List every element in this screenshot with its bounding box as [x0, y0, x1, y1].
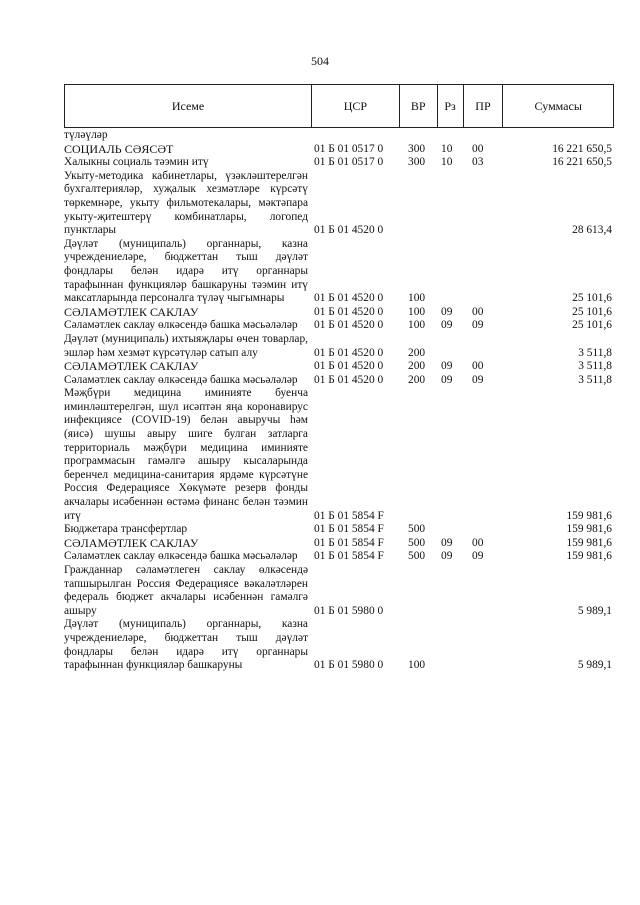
cell-csr: 01 Б 01 5854 F	[314, 509, 384, 522]
table-row	[64, 306, 614, 320]
cell-name: СӘЛАМӘТЛЕК САКЛАУ	[64, 304, 199, 319]
cell-pr: 00	[472, 536, 484, 549]
cell-sum: 3 511,8	[578, 360, 612, 373]
table-row	[64, 238, 614, 306]
table-row	[64, 156, 614, 170]
cell-vr: 500	[408, 523, 426, 536]
header-name: Исеме	[65, 85, 312, 127]
cell-csr: 01 Б 01 5980 0	[314, 659, 384, 672]
cell-name: Сәламәтлек саклау өлкәсендә башка мәсьәләләр	[64, 319, 298, 332]
cell-sum: 25 101,6	[572, 319, 612, 332]
cell-vr: 300	[408, 156, 426, 169]
cell-name: СӘЛАМӘТЛЕК САКЛАУ	[64, 535, 199, 550]
table-row	[64, 129, 614, 143]
cell-pr: 09	[472, 373, 484, 386]
cell-sum: 5 989,1	[577, 659, 612, 672]
cell-sum: 25 101,6	[572, 292, 612, 305]
cell-sum: 28 613,4	[572, 224, 612, 237]
cell-csr: 01 Б 01 4520 0	[314, 319, 384, 332]
cell-pr: 09	[472, 319, 484, 332]
cell-rz: 09	[441, 550, 453, 563]
cell-vr: 100	[408, 659, 426, 672]
cell-rz: 09	[441, 360, 453, 373]
table-row	[64, 333, 614, 360]
cell-name: Бюджетара трансфертлар	[64, 523, 188, 536]
cell-name: Дәүләт (муниципаль) органнары, казна учреждениеләре, бюджеттан тыш дәүләт фондлары белән идарә итү органнары тарафыннан функцияләр башкаруны	[64, 618, 308, 672]
table-body	[64, 129, 614, 673]
table-row	[64, 319, 614, 333]
cell-csr: 01 Б 01 4520 0	[314, 373, 384, 386]
cell-vr: 100	[408, 305, 426, 318]
cell-vr: 500	[408, 536, 426, 549]
cell-name: СОЦИАЛЬ СӘЯСӘТ	[64, 141, 174, 156]
header-sum: Суммасы	[534, 98, 582, 113]
cell-name: Укыту-методика кабинетлары, үзәкләштерелгән бухгалтерияләр, хуҗалык хезмәтләре күрсәтү төркемнәре, укыту фильмотекалары, мәктәпара укыту-җитештерү комбинатлары, логопед пунктлары	[64, 169, 308, 237]
cell-vr: 100	[408, 319, 426, 332]
cell-pr: 03	[472, 156, 484, 169]
table-row	[64, 143, 614, 157]
cell-vr: 300	[408, 142, 426, 155]
table-row	[64, 618, 614, 672]
cell-sum: 3 511,8	[578, 373, 612, 386]
table-row	[64, 170, 614, 238]
cell-csr: 01 Б 01 5854 F	[314, 523, 384, 536]
page-number: 504	[311, 54, 329, 68]
cell-name: Халыкны социаль тәэмин итү	[64, 156, 209, 169]
cell-name: Сәламәтлек саклау өлкәсендә башка мәсьәләләр	[64, 373, 298, 386]
cell-name: Сәламәтлек саклау өлкәсендә башка мәсьәләләр	[64, 550, 298, 563]
cell-csr: 01 Б 01 5980 0	[314, 604, 384, 617]
cell-csr: 01 Б 01 4520 0	[314, 346, 384, 359]
cell-name: түләүләр	[64, 129, 108, 141]
cell-name: Гражданнар сәламәтлеген саклау өлкәсендә тапшырылган Россия Федерациясе вәкаләтләрен федераль бюджет акчалары исәбеннән гамәлгә ашыру	[64, 564, 308, 617]
cell-vr: 200	[408, 373, 426, 386]
table-row	[64, 550, 614, 564]
header-pr: ПР	[464, 85, 504, 127]
cell-name: Дәүләт (муниципаль) ихтыяҗлары өчен товарлар, эшләр һәм хезмәт күрсәтүләр сатып алу	[64, 332, 308, 359]
cell-rz: 10	[441, 142, 453, 155]
cell-rz: 09	[441, 305, 453, 318]
cell-pr: 09	[472, 550, 484, 563]
cell-vr: 200	[408, 360, 426, 373]
budget-table	[64, 84, 614, 673]
cell-rz: 09	[441, 373, 453, 386]
table-header	[64, 84, 614, 128]
cell-csr: 01 Б 01 5854 F	[314, 536, 384, 549]
cell-csr: 01 Б 01 0517 0	[314, 142, 384, 155]
cell-name: Мәҗбүри медицина иминияте буенча иминләштерелгән, шул исәптән яңа коронавирус инфекциясе (COVID-19) белән авыручы һәм (яисә) шушы авыру шиге булган затларга территориаль мәҗбүри медицина иминияте программасын гамәлгә ашыру кысаларында беренчел медицина-санитария ярдәме күрсәтүне Россия Федерациясе Хөкүмәте резерв фонды акчалары исәбеннән өстәмә финанс белән тәэмин итү	[64, 387, 308, 522]
header-rz: Рз	[438, 85, 464, 127]
cell-rz: 10	[441, 156, 453, 169]
cell-sum: 159 981,6	[566, 523, 612, 536]
cell-pr: 00	[472, 360, 484, 373]
header-csr: ЦСР	[312, 85, 400, 127]
cell-name: СӘЛАМӘТЛЕК САКЛАУ	[64, 359, 199, 374]
cell-sum: 16 221 650,5	[552, 142, 612, 155]
cell-sum: 159 981,6	[566, 509, 612, 522]
cell-csr: 01 Б 01 0517 0	[314, 156, 384, 169]
cell-rz: 09	[441, 536, 453, 549]
cell-sum: 16 221 650,5	[552, 156, 612, 169]
cell-csr: 01 Б 01 4520 0	[314, 360, 384, 373]
cell-pr: 00	[472, 305, 484, 318]
cell-sum: 3 511,8	[578, 346, 612, 359]
table-row	[64, 374, 614, 388]
table-row	[64, 387, 614, 523]
cell-pr: 00	[472, 142, 484, 155]
table-row	[64, 523, 614, 537]
cell-sum: 5 989,1	[577, 604, 612, 617]
cell-csr: 01 Б 01 4520 0	[314, 292, 384, 305]
cell-vr: 100	[408, 292, 426, 305]
table-row	[64, 564, 614, 618]
cell-name: Дәүләт (муниципаль) органнары, казна учреждениеләре, бюджеттан тыш дәүләт фондлары белән идарә итү органнары тарафыннан функцияләр башкаруны тәэмин итү максатларында персоналга түләү чыгымнары	[64, 237, 308, 305]
cell-csr: 01 Б 01 4520 0	[314, 305, 384, 318]
table-row	[64, 537, 614, 551]
header-vr: ВР	[400, 85, 438, 127]
cell-csr: 01 Б 01 4520 0	[314, 224, 384, 237]
cell-rz: 09	[441, 319, 453, 332]
cell-csr: 01 Б 01 5854 F	[314, 550, 384, 563]
cell-vr: 500	[408, 550, 426, 563]
cell-vr: 200	[408, 346, 426, 359]
table-row	[64, 360, 614, 374]
cell-sum: 159 981,6	[566, 536, 612, 549]
cell-sum: 25 101,6	[572, 305, 612, 318]
cell-sum: 159 981,6	[566, 550, 612, 563]
